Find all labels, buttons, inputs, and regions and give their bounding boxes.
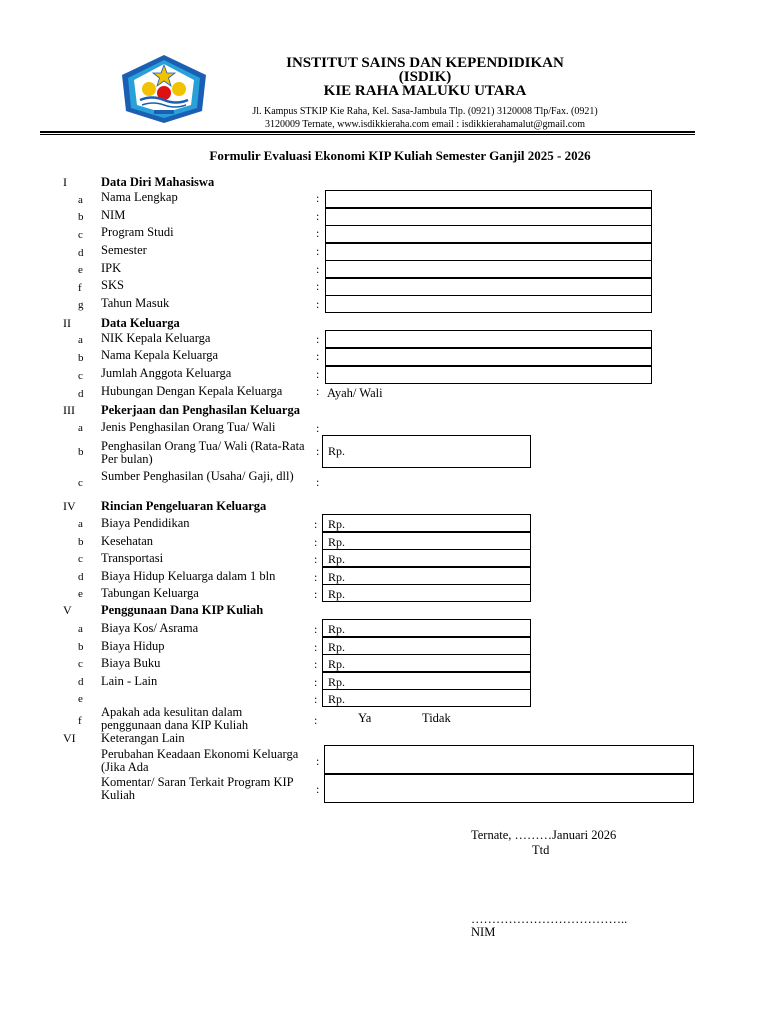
item-letter: a bbox=[78, 194, 83, 206]
section-title: Penggunaan Dana KIP Kuliah bbox=[101, 603, 264, 617]
colon: : bbox=[316, 349, 320, 363]
rp-prefix: Rp. bbox=[328, 587, 346, 601]
colon: : bbox=[316, 332, 320, 346]
item-letter: c bbox=[78, 553, 83, 565]
item-letter: d bbox=[78, 676, 84, 688]
header-rule-thick bbox=[40, 131, 695, 133]
colon: : bbox=[314, 640, 318, 654]
colon: : bbox=[316, 262, 320, 276]
rp-prefix: Rp. bbox=[328, 657, 346, 671]
colon: : bbox=[314, 657, 318, 671]
nama-kepala-keluarga-field[interactable] bbox=[325, 348, 652, 366]
semester-field[interactable] bbox=[325, 243, 652, 261]
item-letter: c bbox=[78, 370, 83, 382]
item-letter: f bbox=[78, 282, 82, 294]
item-letter: c bbox=[78, 229, 83, 241]
section-title: Data Diri Mahasiswa bbox=[101, 175, 215, 189]
colon: : bbox=[314, 622, 318, 636]
rp-prefix: Rp. bbox=[328, 692, 346, 706]
option-ya[interactable]: Ya bbox=[358, 711, 372, 725]
item-letter: e bbox=[78, 264, 83, 276]
label-nama-kepala-keluarga: Nama Kepala Keluarga bbox=[101, 348, 219, 362]
sks-field[interactable] bbox=[325, 278, 652, 296]
komentar-saran-field[interactable] bbox=[324, 774, 694, 803]
colon: : bbox=[314, 587, 318, 601]
tahun-masuk-field[interactable] bbox=[325, 295, 652, 313]
extra-expense-field[interactable] bbox=[322, 689, 531, 707]
nama-lengkap-field[interactable] bbox=[325, 190, 652, 208]
item-letter: b bbox=[78, 446, 84, 458]
nim-field[interactable] bbox=[325, 208, 652, 226]
colon: : bbox=[314, 535, 318, 549]
header-rule-thin bbox=[40, 134, 695, 135]
program-studi-field[interactable] bbox=[325, 225, 652, 243]
colon: : bbox=[314, 517, 318, 531]
colon: : bbox=[316, 191, 320, 205]
label-perubahan-keadaan-ekonomi: Perubahan Keadaan Ekonomi Keluarga (Jika Ada bbox=[101, 747, 299, 774]
item-letter: c bbox=[78, 658, 83, 670]
section-title: Pekerjaan dan Penghasilan Keluarga bbox=[101, 403, 300, 417]
penghasilan-orang-tua-field[interactable] bbox=[322, 435, 531, 468]
label-nim: NIM bbox=[101, 208, 126, 222]
colon: : bbox=[314, 692, 318, 706]
hubungan-value: Ayah/ Wali bbox=[327, 386, 383, 400]
colon: : bbox=[314, 570, 318, 584]
label-penghasilan-orang-tua: Penghasilan Orang Tua/ Wali (Rata-Rata Per bulan) bbox=[101, 439, 305, 466]
rp-prefix: Rp. bbox=[328, 535, 346, 549]
item-letter: d bbox=[78, 388, 84, 400]
lain-lain-field[interactable] bbox=[322, 672, 531, 690]
colon: : bbox=[316, 297, 320, 311]
label-transportasi: Transportasi bbox=[101, 551, 164, 565]
biaya-pendidikan-field[interactable] bbox=[322, 514, 531, 532]
ipk-field[interactable] bbox=[325, 260, 652, 278]
colon: : bbox=[314, 552, 318, 566]
label-tahun-masuk: Tahun Masuk bbox=[101, 296, 170, 310]
section-title: Rincian Pengeluaran Keluarga bbox=[101, 499, 267, 513]
rp-prefix: Rp. bbox=[328, 517, 346, 531]
kesehatan-field[interactable] bbox=[322, 532, 531, 550]
colon: : bbox=[316, 244, 320, 258]
signature-line: ……………………………….. bbox=[471, 912, 628, 926]
institution-logo bbox=[118, 53, 210, 125]
item-letter: b bbox=[78, 641, 84, 653]
label-semester: Semester bbox=[101, 243, 147, 257]
item-letter: f bbox=[78, 715, 82, 727]
address-line-2: 3120009 Ternate, www.isdikkieraha.com email : isdikkierahamalut@gmail.com bbox=[264, 119, 586, 130]
rp-prefix: Rp. bbox=[328, 570, 346, 584]
place-date: Ternate, ………Januari 2026 bbox=[471, 828, 617, 842]
biaya-hidup-keluarga-field[interactable] bbox=[322, 567, 531, 585]
label-jenis-penghasilan: Jenis Penghasilan Orang Tua/ Wali bbox=[101, 420, 276, 434]
section-number: III bbox=[63, 403, 75, 417]
colon: : bbox=[316, 279, 320, 293]
label-ipk: IPK bbox=[101, 261, 122, 275]
colon: : bbox=[316, 421, 320, 435]
rp-prefix: Rp. bbox=[328, 622, 346, 636]
colon: : bbox=[316, 475, 320, 489]
perubahan-keadaan-ekonomi-field[interactable] bbox=[324, 745, 694, 774]
item-letter: a bbox=[78, 334, 83, 346]
colon: : bbox=[316, 367, 320, 381]
item-letter: g bbox=[78, 299, 84, 311]
institution-location: KIE RAHA MALUKU UTARA bbox=[323, 83, 527, 99]
section-number: VI bbox=[63, 731, 76, 745]
colon: : bbox=[316, 209, 320, 223]
rp-prefix: Rp. bbox=[328, 552, 346, 566]
item-letter: b bbox=[78, 352, 84, 364]
colon: : bbox=[316, 226, 320, 240]
label-sumber-penghasilan: Sumber Penghasilan (Usaha/ Gaji, dll) bbox=[101, 469, 294, 483]
colon: : bbox=[316, 754, 320, 768]
label-biaya-hidup-keluarga: Biaya Hidup Keluarga dalam 1 bln bbox=[101, 569, 276, 583]
section-title: Data Keluarga bbox=[101, 316, 180, 330]
label-nik-kepala-keluarga: NIK Kepala Keluarga bbox=[101, 331, 211, 345]
rp-prefix: Rp. bbox=[328, 640, 346, 654]
item-letter: a bbox=[78, 623, 83, 635]
colon: : bbox=[314, 713, 318, 727]
section-number: II bbox=[63, 316, 71, 330]
label-lain-lain: Lain - Lain bbox=[101, 674, 158, 688]
label-biaya-pendidikan: Biaya Pendidikan bbox=[101, 516, 190, 530]
label-jumlah-anggota-keluarga: Jumlah Anggota Keluarga bbox=[101, 366, 232, 380]
colon: : bbox=[316, 384, 320, 398]
section-number: V bbox=[63, 603, 72, 617]
rp-prefix: Rp. bbox=[328, 675, 346, 689]
label-nama-lengkap: Nama Lengkap bbox=[101, 190, 178, 204]
item-letter: a bbox=[78, 518, 83, 530]
colon: : bbox=[316, 782, 320, 796]
address-line-1: Jl. Kampus STKIP Kie Raha, Kel. Sasa-Jambula Tlp. (0921) 3120008 Tlp/Fax. (0921) bbox=[252, 106, 598, 117]
item-letter: a bbox=[78, 422, 83, 434]
colon: : bbox=[314, 675, 318, 689]
colon: : bbox=[316, 444, 320, 458]
item-letter: c bbox=[78, 477, 83, 489]
institution-name: INSTITUT SAINS DAN KEPENDIDIKAN bbox=[286, 55, 564, 71]
institution-abbrev: (ISDIK) bbox=[398, 69, 452, 85]
section-number: IV bbox=[63, 499, 76, 513]
biaya-kos-field[interactable] bbox=[322, 619, 531, 637]
label-kesehatan: Kesehatan bbox=[101, 534, 154, 548]
label-program-studi: Program Studi bbox=[101, 225, 174, 239]
nim-label: NIM bbox=[471, 925, 496, 939]
label-tabungan-keluarga: Tabungan Keluarga bbox=[101, 586, 199, 600]
nik-kepala-keluarga-field[interactable] bbox=[325, 330, 652, 348]
section-title: Keterangan Lain bbox=[101, 731, 185, 745]
section-number: I bbox=[63, 175, 67, 189]
jumlah-anggota-keluarga-field[interactable] bbox=[325, 366, 652, 384]
transportasi-field[interactable] bbox=[322, 549, 531, 567]
form-title: Formulir Evaluasi Ekonomi KIP Kuliah Semester Ganjil 2025 - 2026 bbox=[209, 148, 591, 163]
label-kesulitan-dana: Apakah ada kesulitan dalam penggunaan dana KIP Kuliah bbox=[101, 705, 249, 732]
item-letter: d bbox=[78, 571, 84, 583]
item-letter: e bbox=[78, 588, 83, 600]
tabungan-keluarga-field[interactable] bbox=[322, 584, 531, 602]
item-letter: b bbox=[78, 211, 84, 223]
biaya-buku-field[interactable] bbox=[322, 654, 531, 672]
item-letter: e bbox=[78, 693, 83, 705]
label-komentar-saran: Komentar/ Saran Terkait Program KIP Kuliah bbox=[101, 775, 294, 802]
biaya-hidup-field[interactable] bbox=[322, 637, 531, 655]
label-sks: SKS bbox=[101, 278, 124, 292]
label-hubungan-kepala-keluarga: Hubungan Dengan Kepala Keluarga bbox=[101, 384, 283, 398]
option-tidak[interactable]: Tidak bbox=[422, 711, 451, 725]
label-biaya-buku: Biaya Buku bbox=[101, 656, 161, 670]
item-letter: b bbox=[78, 536, 84, 548]
label-biaya-kos: Biaya Kos/ Asrama bbox=[101, 621, 199, 635]
ttd-label: Ttd bbox=[532, 843, 550, 857]
rp-prefix: Rp. bbox=[328, 444, 346, 458]
label-biaya-hidup: Biaya Hidup bbox=[101, 639, 165, 653]
item-letter: d bbox=[78, 247, 84, 259]
